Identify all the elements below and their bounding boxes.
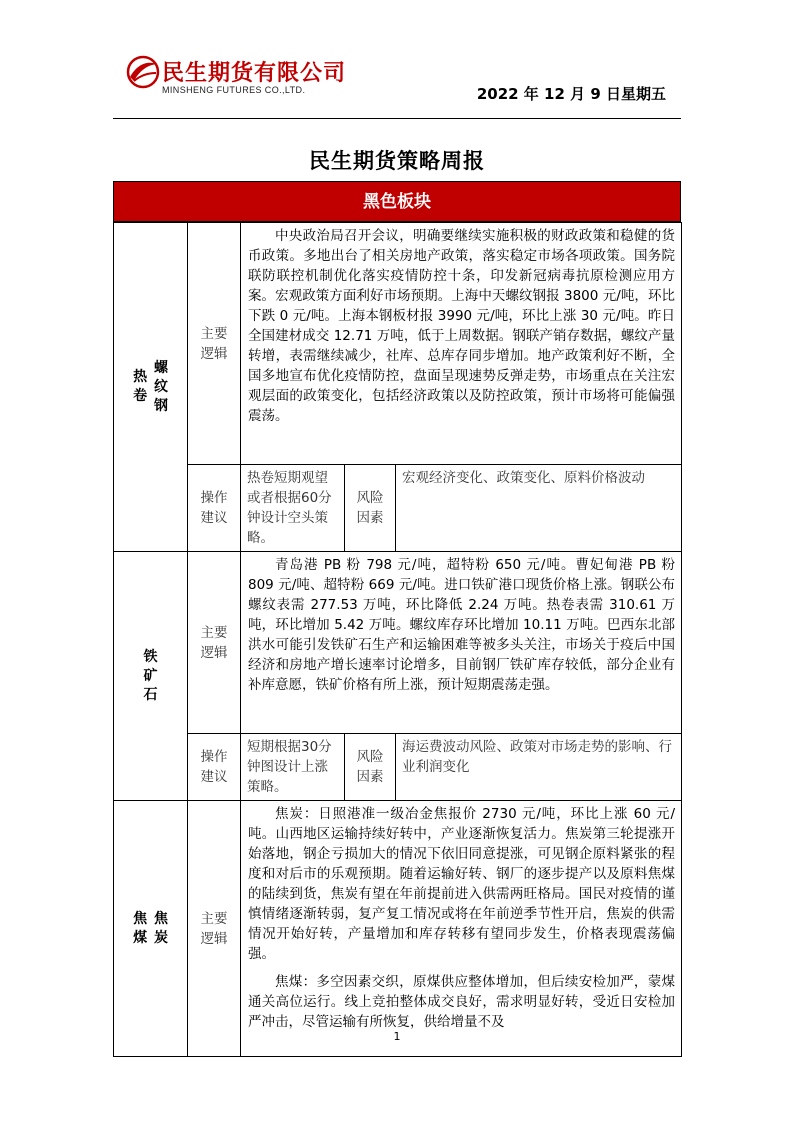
minsheng-logo-icon xyxy=(126,55,160,89)
report-title: 民生期货策略周报 xyxy=(309,149,485,173)
strategy-table xyxy=(113,181,681,1057)
op-label: 操作建议 xyxy=(188,734,241,801)
category-col: 铁矿石 xyxy=(143,648,158,703)
risk-text: 海运费波动风险、政策对市场走势的影响、行业利润变化 xyxy=(396,734,682,801)
logic-label: 主要逻辑 xyxy=(188,552,241,734)
category-col: 焦炭 xyxy=(153,910,168,946)
logic-text: 青岛港 PB 粉 798 元/吨，超特粉 650 元/吨。曹妃甸港 PB 粉 809 元/吨、超特粉 669 元/吨。进口铁矿港口现货价格上涨。钢联公布螺纹表需 277.53 万吨，环比降低 2.24 万吨。热卷表需 310.61 万吨，环比增加 5.42 万吨。螺纹库存环比增加 10.11 万吨。巴西东北部洪水可能引发铁矿石生产和运输困难等被多头关注，市场关于疫后中国经济和房地产增长速率讨论增多，目前钢厂铁矿库存较低，部分企业有补库意愿，铁矿价格有所上涨，预计短期震荡走强。 xyxy=(241,552,682,734)
page-number: 1 xyxy=(393,1030,401,1043)
report-date: 2022 年 12 月 9 日星期五 xyxy=(476,85,666,103)
op-text: 短期根据30分钟图设计上涨策略。 xyxy=(241,734,345,801)
table-row xyxy=(114,734,682,801)
category-cell-coke-coal xyxy=(114,801,188,1057)
risk-label: 风险因素 xyxy=(345,734,396,801)
table-row xyxy=(114,223,682,465)
company-name-en: MINSHENG FUTURES CO.,LTD. xyxy=(162,85,306,95)
company-logo xyxy=(126,55,366,105)
category-col: 螺纹钢 xyxy=(153,359,168,414)
category-col: 热卷 xyxy=(133,369,148,404)
logic-text: 中央政治局召开会议，明确要继续实施积极的财政政策和稳健的货币政策。多地出台了相关房地产政策，落实稳定市场各项政策。国务院联防联控机制优化落实疫情防控十条，印发新冠病毒抗原检测应用方案。宏观政策方面利好市场预期。上海中天螺纹钢报 3800 元/吨，环比下跌 0 元/吨。上海本钢板材报 3990 元/吨，环比上涨 30 元/吨。昨日全国建材成交 12.71 万吨，低于上周数据。钢联产销存数据，螺纹产量转增，表需继续减少，社库、总库存同步增加。地产政策利好不断，全国多地宣布优化疫情防控，盘面呈现速势反弹走势，市场重点在关注宏观层面的政策变化，包括经济政策以及防控政策，预计市场将可能偏强震荡。 xyxy=(241,223,682,465)
company-name-cn: 民生期货有限公司 xyxy=(162,61,347,86)
table-row xyxy=(114,801,682,1057)
sector-header: 黑色板块 xyxy=(113,181,681,222)
op-label: 操作建议 xyxy=(188,465,241,552)
logic-label: 主要逻辑 xyxy=(188,223,241,465)
table-row xyxy=(114,552,682,734)
risk-text: 宏观经济变化、政策变化、原料价格波动 xyxy=(396,465,682,552)
category-cell-iron-ore xyxy=(114,552,188,801)
logic-text: 焦炭：日照港准一级冶金焦报价 2730 元/吨，环比上涨 60 元/吨。山西地区运输持续好转中，产业逐渐恢复活力。焦炭第三轮提涨开始落地，钢企亏损加大的情况下依旧同意提涨，可见钢企原料紧张的程度和对后市的乐观预期。随着运输好转、钢厂的逐步提产以及原料焦煤的陆续到货，焦炭有望在年前提前进入供需两旺格局。国民对疫情的谨慎情绪逐渐转弱，复产复工情况或将在年前逆季节性开启，焦炭的供需情况开始好转，产量增加和库存转移有望同步发生，价格表现震荡偏强。 焦煤：多空因素交织，原煤供应整体增加，但后续安检加严，蒙煤通关高位运行。线上竞拍整体成交良好，需求明显好转，受近日安检加严冲击，尽管运输有所恢复，供给增量不及 xyxy=(241,801,682,1057)
header-divider xyxy=(113,118,681,119)
logic-label: 主要逻辑 xyxy=(188,801,241,1057)
risk-label: 风险因素 xyxy=(345,465,396,552)
category-col: 焦煤 xyxy=(133,910,148,946)
category-cell-rebar-hrc xyxy=(114,223,188,552)
table-row xyxy=(114,465,682,552)
op-text: 热卷短期观望或者根据60分钟设计空头策略。 xyxy=(241,465,345,552)
